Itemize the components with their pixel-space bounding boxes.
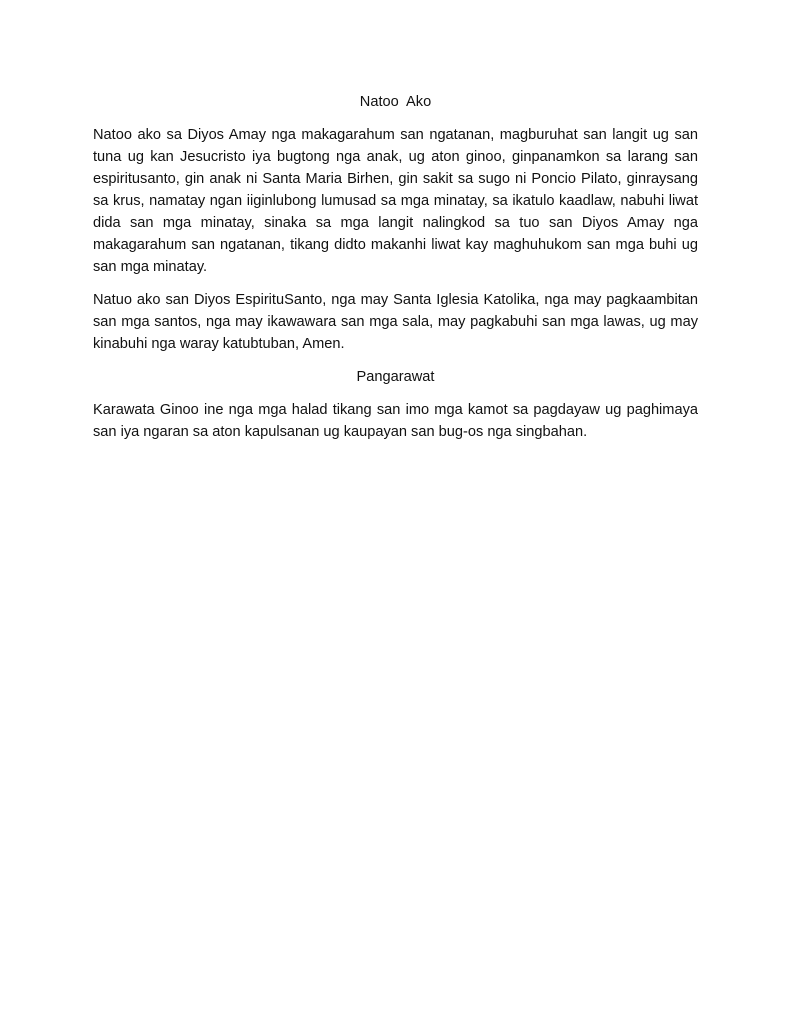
- document-body: [93, 91, 698, 454]
- prayer-paragraph: Karawata Ginoo ine nga mga halad tikang san imo mga kamot sa pagdayaw ug paghimaya san iya ngaran sa aton kapulsanan ug kaupayan san bug-os nga singbahan.: [93, 402, 698, 440]
- page-title: Natoo Ako: [359, 94, 432, 110]
- creed-paragraph-1: Natoo ako sa Diyos Amay nga makagarahum san ngatanan, magburuhat san langit ug san tuna ug kan Jesucristo iya bugtong nga anak, ug aton ginoo, ginpanamkon sa larang san espiritusanto, gin anak ni Santa Maria Birhen, gin sakit sa sugo ni Poncio Pilato, ginraysang sa krus, namatay ngan iiginlubong lumusad sa mga minatay, sa ikatulo kaadlaw, nabuhi liwat dida san mga minatay, sinaka sa mga langit nalingkod sa tuo san Diyos Amay nga makagarahum san ngatanan, tikang didto makanhi liwat kay maghuhukom san mga buhi ug san mga minatay.: [93, 127, 698, 275]
- section-heading-pangarawat: Pangarawat: [356, 369, 435, 385]
- creed-paragraph-2: Natuo ako san Diyos EspirituSanto, nga may Santa Iglesia Katolika, nga may pagkaambitan san mga santos, nga may ikawawara san mga sala, may pagkabuhi san mga lawas, ug may kinabuhi nga waray katubtuban, Amen.: [93, 292, 698, 352]
